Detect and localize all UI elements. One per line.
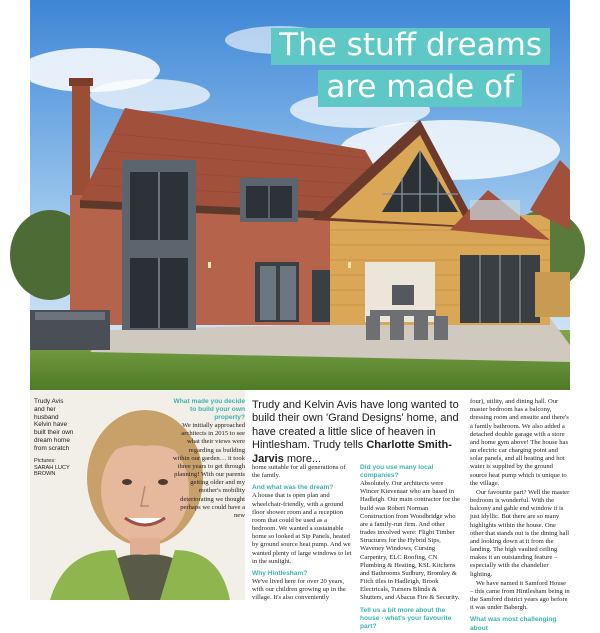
column1-answer-1: A house that is open plan and wheelchair-friendly, with a ground floor shower room and a reception room that could be used as a bedroom. We wanted a sustainable home so looked at Sip Panels, heated by ground source heat pump. And we wanted plenty of large windows to let in the sunlight. <box>252 492 352 565</box>
caption-text: Trudy Avis and her husband Kelvin have built their own dream home from scratch <box>34 398 74 452</box>
standfirst-tail: more... <box>283 452 322 465</box>
article-column-2 <box>360 464 460 631</box>
photo-caption <box>34 398 74 478</box>
headline-line-2: are made of <box>318 70 522 107</box>
inset-question: What made you decide to build your own property? <box>173 398 245 422</box>
standfirst-text: Trudy and Kelvin Avis have long wanted to build their own 'Grand Designs' home, and have created a little slice of heaven in Hintlesham. Trudy tells <box>252 399 459 452</box>
column3-answer-0c: We have named it Samford House – this came from Hintlesham being in the Samford district years ago before it was under Babergh. <box>470 579 570 612</box>
article-column-1 <box>252 464 353 602</box>
column2-question-2: Tell us a bit more about the house - what's your favourite part? <box>360 606 452 630</box>
column1-answer-2: We've lived here for over 20 years, with our children growing up in the village. It's also conveniently <box>252 577 346 602</box>
inset-answer: We initially approached architects in 2015 to see what their views were regarding us building within our garden… it took three years to get through planning! With our parents getting older and my mother's mobility deteriorating we thought perhaps we could have a new <box>172 422 245 519</box>
column1-question-2: Why Hintlesham? <box>252 569 308 577</box>
standfirst <box>252 399 474 466</box>
photo-credit: Pictures: SARAH LUCY BROWN <box>34 457 70 478</box>
article-column-3 <box>470 398 570 633</box>
column1-question-1: And what was the dream? <box>252 484 334 492</box>
house-photo <box>30 0 570 390</box>
standfirst-author: Charlotte Smith-Jarvis <box>252 439 452 465</box>
column3-question-1: What was most challenging about <box>470 616 557 632</box>
inset-qa <box>171 398 245 520</box>
column1-lead: home suitable for all generations of the family. <box>252 464 346 480</box>
column3-answer-0b: Our favourite part? Well the master bedroom is wonderful. With the balcony and gable end window it is just idyllic. But there are so many highlights within the house. One other that stands out is the dining hall and looking down at it from the landing. The high vaulted ceiling makes it an outstanding feature – especially with the chandelier lighting. <box>470 488 570 578</box>
column3-answer-0: four), utility, and dining hall. Our master bedroom has a balcony, dressing room and ensuite and there's a family bathroom. We also added a detached double garage with a store and home gym above! The house has an electric car charging point and solar panels, and all heating and hot water is supplied by the ground source heat pump which is unique to the village. <box>470 398 569 487</box>
column2-question-1: Did you use many local companies? <box>360 464 434 480</box>
column2-answer-1: Absolutely. Our architects were Wincer Kievenaar who are based in Hadleigh. Our main contractor for the build was Robert Norman Construction from Woodbridge who are a family-run firm. And other trades involved were: Flight Timber Structures for the Hybrid Sips, Waveney Windows, Cursing Carpentry, ELC Roofing, CN Plumbing & Heating, KSL Kitchens and Bathrooms Sudbury, Bromley & Fitch tiles in Hadleigh, Brook Electricals, Turners Blinds & Shutters, and Abacus Fire & Security. <box>360 480 460 602</box>
headline-line-1: The stuff dreams <box>271 28 550 65</box>
